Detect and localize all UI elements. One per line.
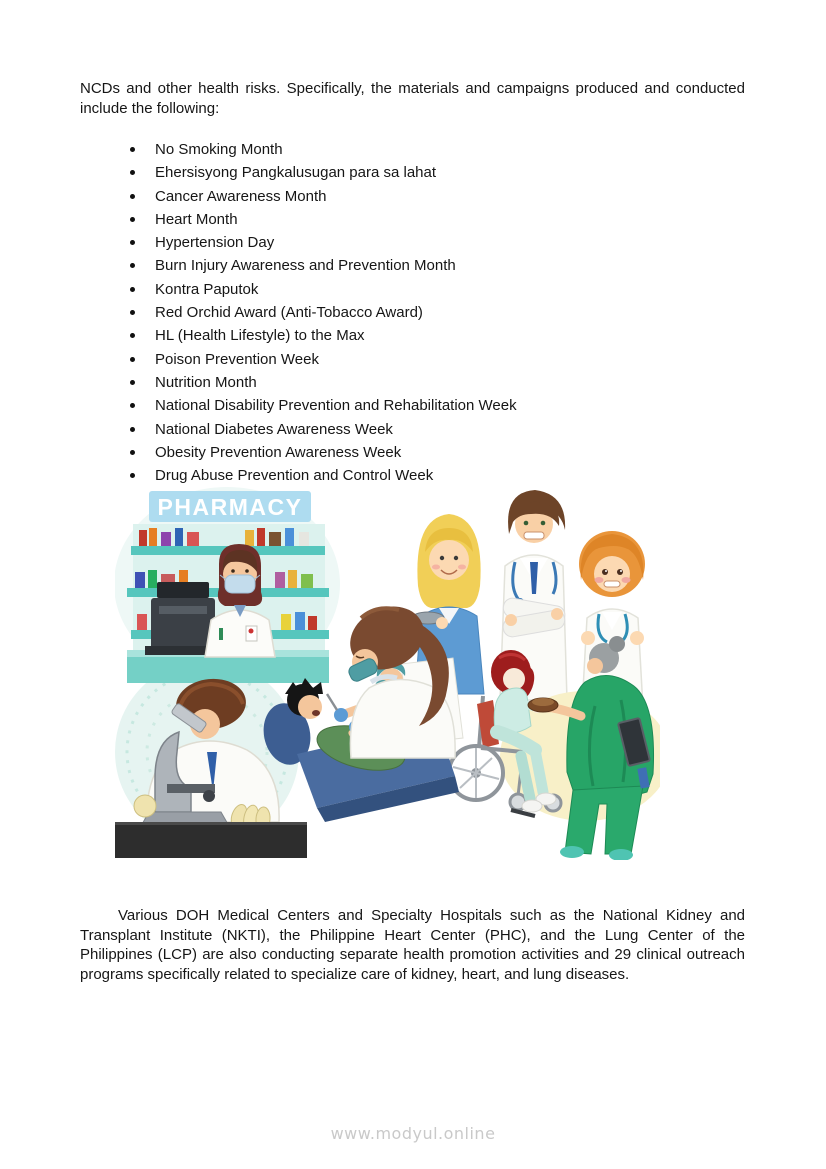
intro-paragraph: NCDs and other health risks. Specifically, the materials and campaigns produced and conducted include the following: bbox=[80, 80, 745, 117]
campaign-list-item: Nutrition Month bbox=[128, 371, 517, 394]
campaign-list-item: Kontra Paputok bbox=[128, 278, 517, 301]
campaign-list bbox=[128, 138, 517, 487]
campaign-list-item: Burn Injury Awareness and Prevention Month bbox=[128, 254, 517, 277]
health-collage bbox=[115, 486, 660, 860]
watermark-text: www.modyul.online bbox=[330, 1124, 496, 1143]
campaign-list-item: Red Orchid Award (Anti-Tobacco Award) bbox=[128, 301, 517, 324]
lab-bench bbox=[115, 822, 307, 858]
campaign-list-item: Heart Month bbox=[128, 208, 517, 231]
campaign-list-item: Hypertension Day bbox=[128, 231, 517, 254]
campaign-list-item: National Diabetes Awareness Week bbox=[128, 418, 517, 441]
campaign-list-item: Ehersisyong Pangkalusugan para sa lahat bbox=[128, 161, 517, 184]
campaign-list-item: HL (Health Lifestyle) to the Max bbox=[128, 324, 517, 347]
campaign-list-item: Poison Prevention Week bbox=[128, 348, 517, 371]
campaign-list-item: Obesity Prevention Awareness Week bbox=[128, 441, 517, 464]
campaign-list-item: Drug Abuse Prevention and Control Week bbox=[128, 464, 517, 487]
health-workers-collage-image bbox=[115, 486, 660, 860]
pharmacy-scene bbox=[115, 487, 340, 683]
pharmacy-sign-text: PHARMACY bbox=[157, 494, 303, 520]
campaign-list-item: National Disability Prevention and Rehabilitation Week bbox=[128, 394, 517, 417]
campaign-list-item: No Smoking Month bbox=[128, 138, 517, 161]
campaign-list-item: Cancer Awareness Month bbox=[128, 185, 517, 208]
closing-paragraph: Various DOH Medical Centers and Specialty Hospitals such as the National Kidney and Transplant Institute (NKTI), the Philippine Heart Center (PHC), and the Lung Center of the Philippines (LCP) are also conducting separate health promotion activities and 29 clinical outreach programs specifically related to specialize care of kidney, heart, and lung diseases. bbox=[80, 907, 745, 983]
